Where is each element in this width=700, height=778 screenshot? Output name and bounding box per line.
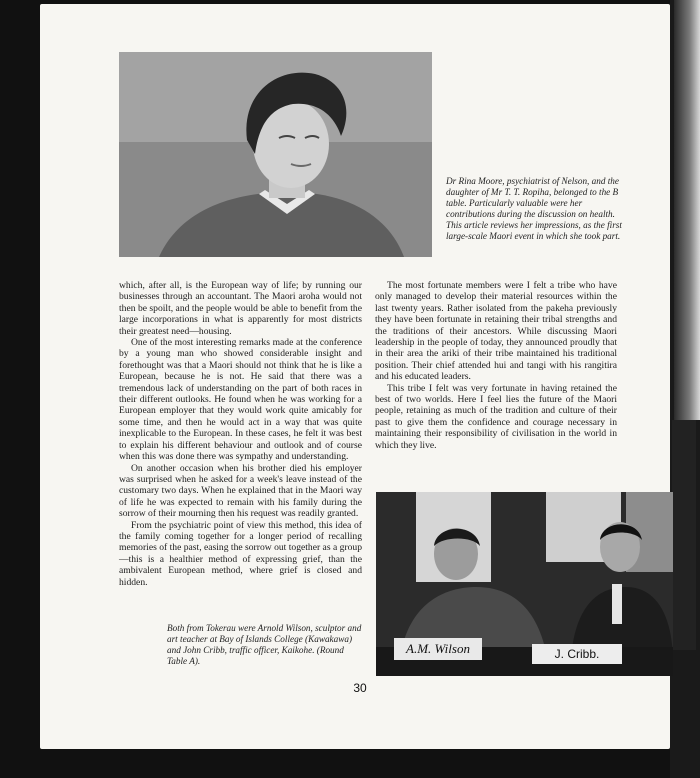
- page-number: 30: [353, 681, 367, 695]
- paragraph: This tribe I felt was very fortunate in having retained the best of two worlds. Here I feel lies the future of the Maori people, retaining as much of the tradition and culture of their past to give them the confidence and courage necessary in maintaining their responsibility of civilisation in the world in which they live.: [375, 382, 617, 451]
- portrait-caption: Dr Rina Moore, psychiatrist of Nelson, and the daughter of Mr T. T. Ropiha, belonged to the B table. Particularly valuable were her contributions during the discussion on health. This article reviews her impressions, as the first large-scale Maori event in which she took part.: [446, 176, 622, 241]
- left-article-column: [119, 280, 362, 588]
- name-card-left: A.M. Wilson: [394, 638, 482, 660]
- right-article-column: [375, 280, 617, 451]
- paragraph: On another occasion when his brother died his employer was surprised when he asked for a week's leave instead of the customary two days. When he explained that in the Maori way of life he was expected to remain with his family during the sorrow of their mourning then his request was readily granted.: [119, 462, 362, 520]
- paragraph: One of the most interesting remarks made at the conference by a young man who showed considerable insight and forethought was that a Maori should not think that he is like a European, because he is not. He said that there was a tremendous lack of understanding on the part of both races in their different outlooks. He found when he was working for a European employer that they would work quite amicably for some time, and then he would act in a way that was quite inexplicable to the European. In these cases, he felt it was best to explain his different behaviour and outlook and of course when this was done there was sympathy and understanding.: [119, 337, 362, 463]
- portrait-photo: [119, 52, 432, 257]
- name-card-right: J. Cribb.: [532, 644, 622, 664]
- adjacent-page-edge: [670, 0, 700, 778]
- paragraph: The most fortunate members were I felt a tribe who have only managed to develop their material resources within the last twenty years. Rather isolated from the pakeha previously they have been fortunate in retaining their tribal strengths and the traditions of their ancestors. While discussing Maori leadership in the people of today, they announced proudly that in their area the ariki of their tribe maintained his traditional position. Their chief attended hui and tangi with his rangitira and his educated leaders.: [375, 280, 617, 383]
- bottom-photo-caption: Both from Tokerau were Arnold Wilson, sculptor and art teacher at Bay of Islands College (Kawakawa) and John Cribb, traffic officer, Kaikohe. (Round Table A).: [167, 623, 362, 666]
- paragraph: From the psychiatric point of view this method, this idea of the family coming together for a longer period of recalling memories of the past, easing the sorrow out together as a group—this is a healthier method of expressing grief, than the ambivalent European method, where grief is closed and hidden.: [119, 519, 362, 588]
- portrait-illustration: [119, 52, 432, 257]
- round-table-photo: [376, 492, 673, 676]
- paragraph: which, after all, is the European way of life; by running our businesses through an accountant. The Maori aroha would not then be spoilt, and the people would be able to benefit from the large incorporations in what is apparently for most districts their greatest need—housing.: [119, 280, 362, 337]
